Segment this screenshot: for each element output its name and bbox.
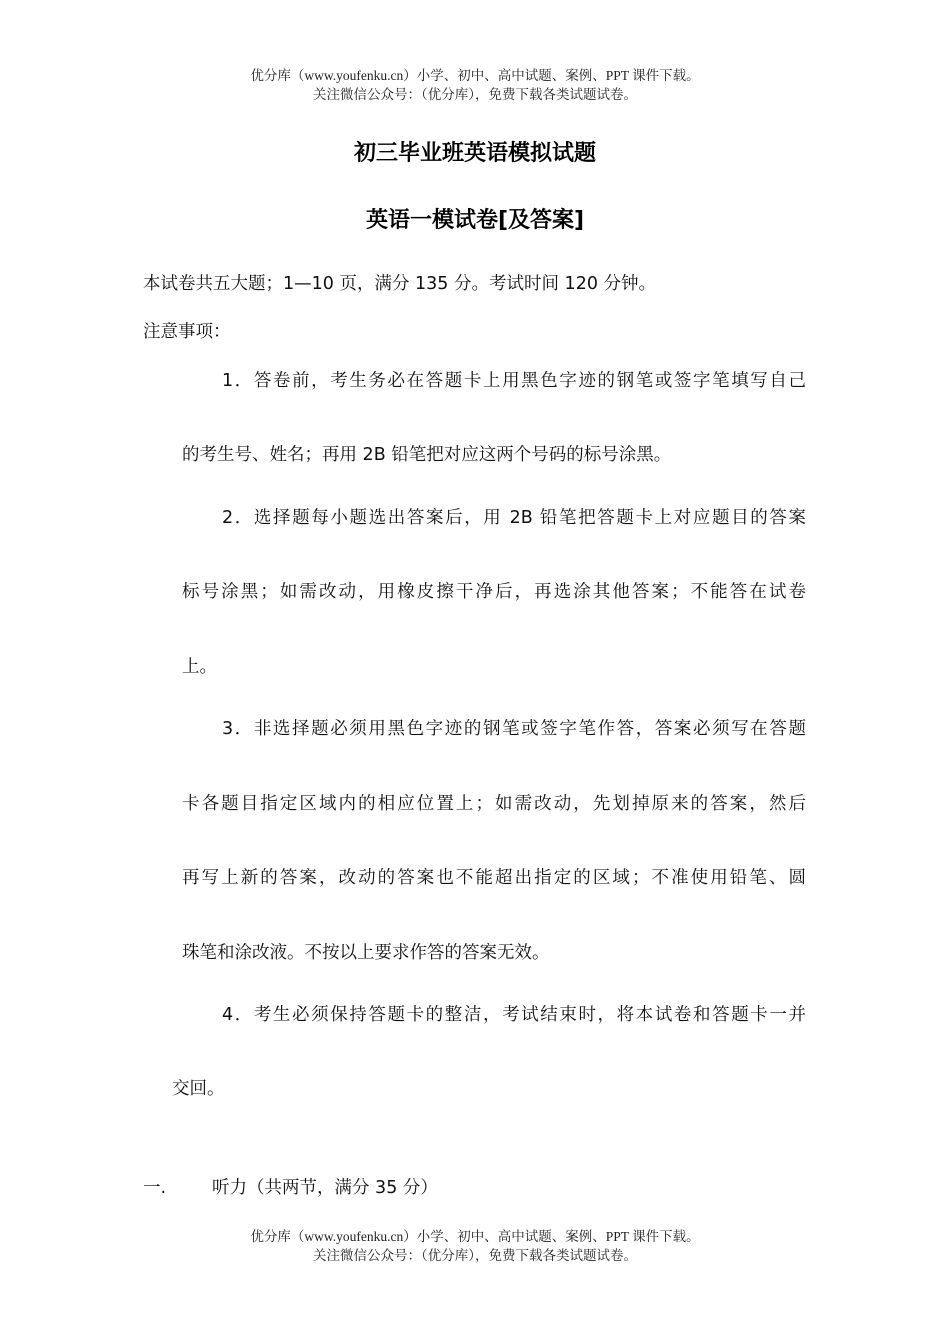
- instruction-2-line-3: 上。: [182, 657, 217, 677]
- section-title: 听力（共两节，满分 35 分）: [212, 1178, 438, 1198]
- instruction-3-line-2: 卡各题目指定区域内的相应位置上；如需改动，先划掉原来的答案，然后: [182, 794, 806, 814]
- document-subtitle: 英语一模试卷[及答案]: [365, 208, 585, 233]
- instruction-4-line-2: 交回。: [172, 1079, 225, 1099]
- instruction-2-line-2: 标号涂黑；如需改动，用橡皮擦干净后，再选涂其他答案；不能答在试卷: [182, 582, 806, 602]
- instruction-3-line-1: 3．非选择题必须用黑色字迹的钢笔或签字笔作答，答案必须写在答题: [222, 719, 806, 739]
- instruction-3-line-4: 珠笔和涂改液。不按以上要求作答的答案无效。: [182, 943, 550, 963]
- footer-line-1: 优分库（www.youfenku.cn）小学、初中、高中试题、案例、PPT 课件下载。: [250, 1229, 700, 1244]
- instruction-3-line-3: 再写上新的答案，改动的答案也不能超出指定的区域；不准使用铅笔、圆: [182, 868, 806, 888]
- section-number: 一.: [143, 1178, 167, 1198]
- notice-heading: 注意事项：: [143, 322, 231, 342]
- header-line-2: 关注微信公众号：（优分库），免费下载各类试题试卷。: [313, 87, 637, 102]
- instruction-1-line-2: 的考生号、姓名；再用 2B 铅笔把对应这两个号码的标号涂黑。: [182, 445, 672, 465]
- header-line-1: 优分库（www.youfenku.cn）小学、初中、高中试题、案例、PPT 课件下载。: [250, 68, 700, 83]
- instruction-2-line-1: 2．选择题每小题选出答案后，用 2B 铅笔把答题卡上对应题目的答案: [222, 508, 806, 528]
- instruction-4-line-1: 4．考生必须保持答题卡的整洁，考试结束时，将本试卷和答题卡一并: [222, 1005, 806, 1025]
- document-title: 初三毕业班英语模拟试题: [353, 141, 596, 166]
- instruction-1-line-1: 1．答卷前，考生务必在答题卡上用黑色字迹的钢笔或签字笔填写自己: [222, 371, 806, 391]
- footer-line-2: 关注微信公众号：（优分库），免费下载各类试题试卷。: [313, 1248, 637, 1263]
- exam-intro: 本试卷共五大题；1—10 页，满分 135 分。考试时间 120 分钟。: [143, 274, 657, 294]
